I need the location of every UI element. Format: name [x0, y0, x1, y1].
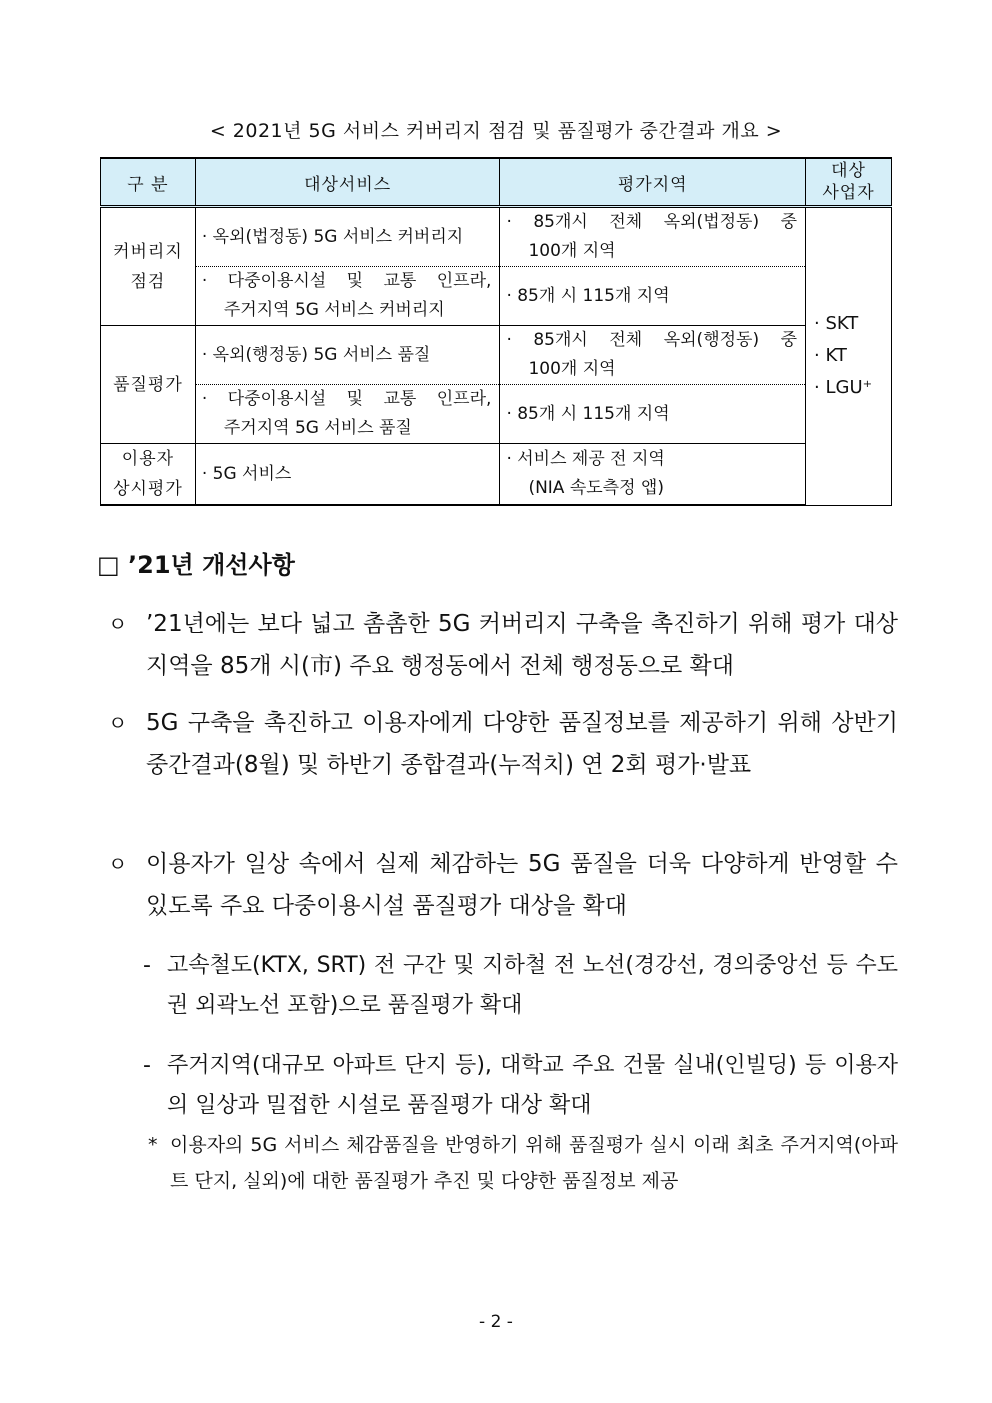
- summary-table: [100, 157, 892, 506]
- bullet-text: ’21년에는 보다 넓고 촘촘한 5G 커버리지 구축을 촉진하기 위해 평가 대상 지역을 85개 시(市) 주요 행정동에서 전체 행정동으로 확대: [146, 611, 898, 679]
- table-row: [101, 444, 892, 506]
- bullet-text: 5G 구축을 촉진하고 이용자에게 다양한 품질정보를 제공하기 위해 상반기 중간결과(8월) 및 하반기 종합결과(누적치) 연 2회 평가·발표: [146, 710, 898, 778]
- region-cell: [500, 444, 806, 506]
- region-text: · 85개 시 115개 지역: [506, 403, 670, 424]
- service-text: · 다중이용시설 및 교통 인프라,: [201, 389, 492, 409]
- operator-lgu: · LGU⁺: [814, 377, 873, 399]
- region-cell: [500, 326, 806, 385]
- bullet-item: [108, 702, 898, 786]
- service-text: 주거지역 5G 서비스 커버리지: [223, 300, 445, 320]
- region-cell: [500, 385, 806, 444]
- service-text: · 5G 서비스: [201, 463, 292, 484]
- service-text: · 옥외(행정동) 5G 서비스 품질: [201, 344, 431, 365]
- category-coverage-line2: 점검: [130, 271, 166, 292]
- table-header-row: [101, 158, 892, 207]
- operator-skt: · SKT: [814, 313, 859, 335]
- table-caption: < 2021년 5G 서비스 커버리지 점검 및 품질평가 중간결과 개요 >: [209, 120, 783, 142]
- category-user-line2: 상시평가: [113, 479, 183, 499]
- dash-mark: -: [143, 1053, 151, 1078]
- bullet-mark: ㅇ: [108, 612, 128, 636]
- service-cell: [195, 207, 500, 267]
- region-text: · 서비스 제공 전 지역: [506, 449, 665, 469]
- dash-item: [143, 1046, 898, 1126]
- header-operator: [806, 158, 892, 207]
- region-cell: [500, 207, 806, 267]
- category-quality-label: 품질평가: [113, 374, 183, 395]
- footnote-text: 이용자의 5G 서비스 체감품질을 반영하기 위해 품질평가 실시 이래 최초 주거지역(아파트 단지, 실외)에 대한 품질평가 추진 및 다양한 품질정보 제공: [170, 1134, 898, 1192]
- service-cell: [195, 385, 500, 444]
- header-operator-line1: 대상: [831, 161, 866, 181]
- bullet-item: [108, 843, 898, 927]
- region-text: 100개 지역: [528, 359, 616, 379]
- service-text: · 다중이용시설 및 교통 인프라,: [201, 271, 492, 291]
- service-text: 주거지역 5G 서비스 품질: [223, 418, 412, 438]
- category-coverage: [101, 207, 196, 326]
- category-quality: [101, 326, 196, 444]
- service-cell: [195, 444, 500, 506]
- region-text: 100개 지역: [528, 241, 616, 261]
- header-region: 평가지역: [500, 158, 806, 207]
- category-user: [101, 444, 196, 506]
- dash-mark: -: [143, 953, 151, 978]
- category-coverage-line1: 커버리지: [113, 241, 183, 262]
- bullet-text: 이용자가 일상 속에서 실제 체감하는 5G 품질을 더욱 다양하게 반영할 수 있도록 주요 다중이용시설 품질평가 대상을 확대: [146, 851, 898, 919]
- service-text: · 옥외(법정동) 5G 서비스 커버리지: [201, 226, 464, 247]
- operators-cell: [806, 207, 892, 506]
- table-row: [101, 326, 892, 385]
- header-operator-line2: 사업자: [822, 183, 875, 203]
- bullet-mark: ㅇ: [108, 852, 128, 876]
- dash-text: 고속철도(KTX, SRT) 전 구간 및 지하철 전 노선(경강선, 경의중앙선 등 수도권 외곽노선 포함)으로 품질평가 확대: [167, 953, 898, 1018]
- footnote: [148, 1127, 898, 1199]
- region-text: (NIA 속도측정 앱): [528, 478, 664, 498]
- footnote-mark: *: [148, 1134, 158, 1156]
- table-row: [101, 385, 892, 444]
- service-cell: [195, 326, 500, 385]
- header-category: 구 분: [101, 158, 196, 207]
- dash-item: [143, 946, 898, 1026]
- service-cell: [195, 267, 500, 326]
- region-text: · 85개시 전체 옥외(법정동) 중: [506, 212, 798, 232]
- region-text: · 85개 시 115개 지역: [506, 285, 670, 306]
- bullet-mark: ㅇ: [108, 711, 128, 735]
- region-text: · 85개시 전체 옥외(행정동) 중: [506, 330, 798, 350]
- section-title: □ ’21년 개선사항: [97, 551, 295, 579]
- header-service: 대상서비스: [195, 158, 500, 207]
- region-cell: [500, 267, 806, 326]
- category-user-line1: 이용자: [121, 449, 175, 469]
- bullet-item: [108, 603, 898, 687]
- page-number: - 2 -: [479, 1312, 513, 1332]
- dash-text: 주거지역(대규모 아파트 단지 등), 대학교 주요 건물 실내(인빌딩) 등 이용자의 일상과 밀접한 시설로 품질평가 대상 확대: [167, 1053, 898, 1118]
- operator-kt: · KT: [814, 345, 847, 367]
- table-row: [101, 267, 892, 326]
- table-row: [101, 207, 892, 267]
